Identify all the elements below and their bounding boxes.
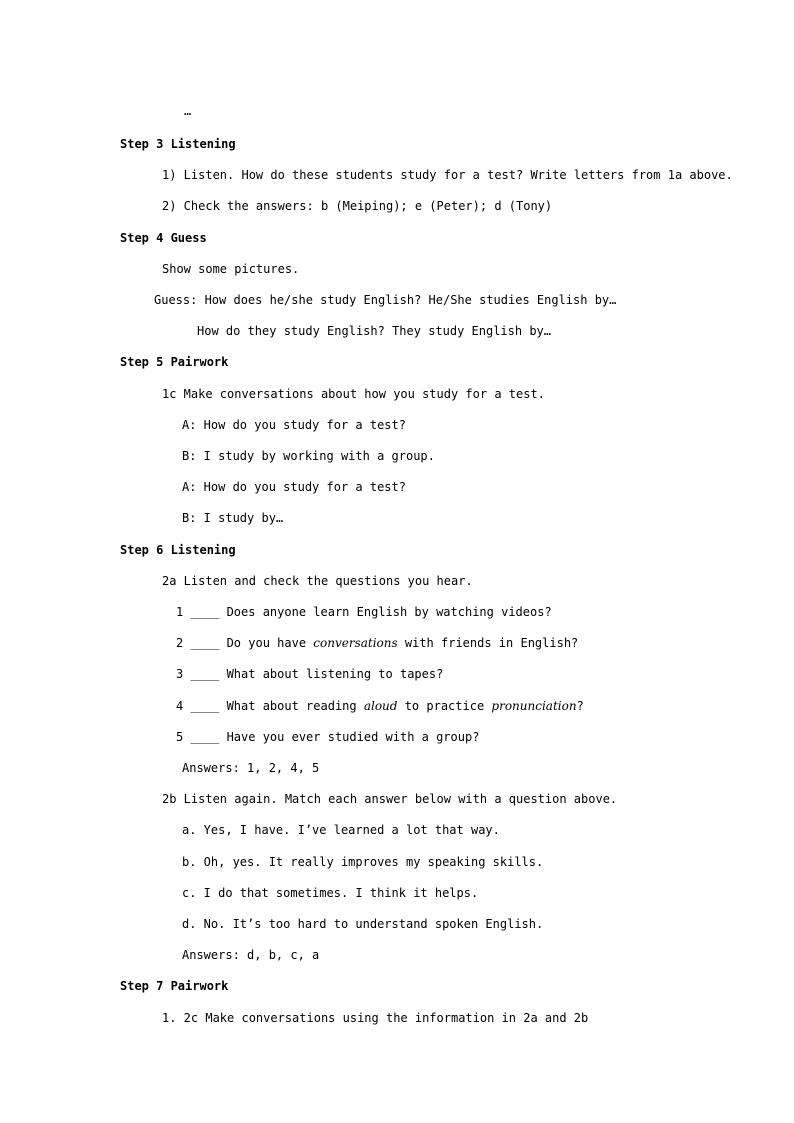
step-7-heading: Step 7 Pairwork: [120, 979, 229, 993]
step-3-item-2: 2) Check the answers: b (Meiping); e (Peter); d (Tony): [162, 199, 553, 213]
step-4-line-3: How do they study English? They study English by…: [197, 324, 552, 338]
step-5-line-5: B: I study by…: [182, 511, 284, 525]
answer-a: a. Yes, I have. I’ve learned a lot that way.: [182, 823, 500, 837]
step-4-line-1: Show some pictures.: [162, 262, 300, 276]
step-7-line-1: 1. 2c Make conversations using the information in 2a and 2b: [162, 1011, 589, 1025]
step-5-line-2: A: How do you study for a test?: [182, 418, 406, 432]
ellipsis-line: …: [184, 104, 192, 118]
step-6-line-2a: 2a Listen and check the questions you hear.: [162, 574, 473, 588]
step-4-line-2: Guess: How does he/she study English? He/She studies English by…: [154, 293, 617, 307]
step-5-heading: Step 5 Pairwork: [120, 355, 229, 369]
step-6-line-2b: 2b Listen again. Match each answer below with a question above.: [162, 792, 618, 806]
answer-c: c. I do that sometimes. I think it helps.: [182, 886, 479, 900]
question-2-text-c: with friends in English?: [397, 636, 579, 650]
question-4-italic-pronunciation: pronunciation: [491, 699, 577, 713]
answers-2b: Answers: d, b, c, a: [182, 948, 320, 962]
question-1: 1 ____ Does anyone learn English by watching videos?: [176, 605, 552, 619]
question-3: 3 ____ What about listening to tapes?: [176, 667, 444, 681]
question-2-text-a: 2 ____ Do you have: [176, 636, 314, 650]
question-4-text-c: to practice: [397, 699, 492, 713]
step-5-line-3: B: I study by working with a group.: [182, 449, 435, 463]
question-5: 5 ____ Have you ever studied with a group?: [176, 730, 480, 744]
question-2-italic-word: conversations: [313, 636, 398, 650]
step-5-line-4: A: How do you study for a test?: [182, 480, 406, 494]
answer-d: d. No. It’s too hard to understand spoken English.: [182, 917, 544, 931]
question-4-text-e: ?: [576, 699, 584, 713]
question-2: [176, 636, 578, 650]
step-6-heading: Step 6 Listening: [120, 543, 236, 557]
step-5-line-1: 1c Make conversations about how you study for a test.: [162, 387, 545, 401]
question-4: [176, 699, 584, 713]
step-3-heading: Step 3 Listening: [120, 137, 236, 151]
step-4-heading: Step 4 Guess: [120, 231, 207, 245]
answers-2a: Answers: 1, 2, 4, 5: [182, 761, 320, 775]
answer-b: b. Oh, yes. It really improves my speaking skills.: [182, 855, 544, 869]
question-4-text-a: 4 ____ What about reading: [176, 699, 364, 713]
question-4-italic-aloud: aloud: [363, 699, 398, 713]
step-3-item-1: 1) Listen. How do these students study for a test? Write letters from 1a above.: [162, 168, 733, 182]
